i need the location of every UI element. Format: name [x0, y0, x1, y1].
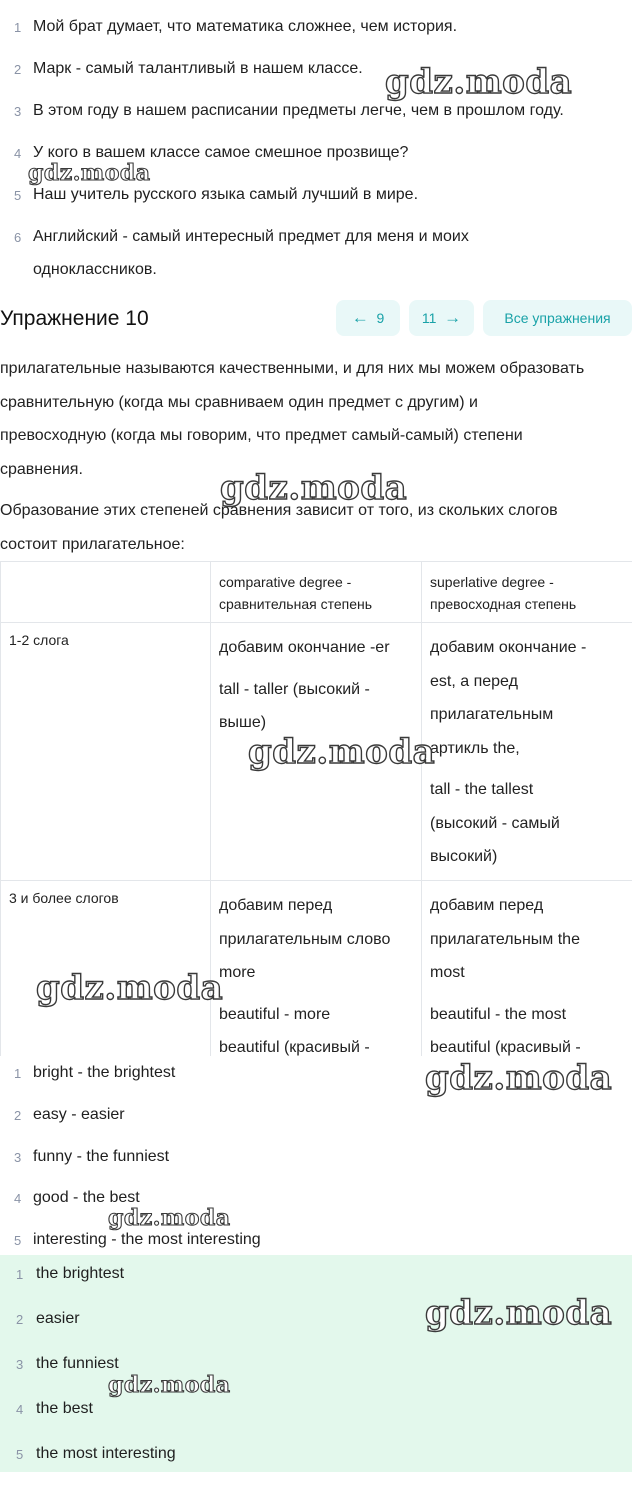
row-label-text: 1-2 слога	[9, 632, 69, 648]
table-row-label	[1, 623, 211, 881]
cell-line: beautiful (красивый -	[219, 1039, 370, 1056]
watermark: gdz.moda	[248, 732, 436, 772]
cell-line: beautiful - the most	[430, 1005, 567, 1023]
watermark: gdz.moda	[220, 468, 408, 508]
row-label-text: 3 и более слогов	[9, 890, 119, 906]
table-header-cell	[211, 562, 422, 623]
cell-line: добавим окончание -	[430, 639, 587, 656]
paragraph-line: сравнительную (когда мы сравниваем один предмет с другим) и	[0, 393, 478, 411]
watermark: gdz.moda	[385, 62, 573, 102]
cell-line: добавим перед	[430, 897, 544, 914]
item-text: the brightest	[36, 1265, 125, 1282]
watermark: gdz.moda	[36, 968, 224, 1008]
item-number: 4	[16, 1402, 24, 1417]
table-header-empty	[1, 562, 211, 623]
cell-line: высокий)	[430, 848, 498, 865]
cell-line: выше)	[219, 714, 267, 731]
item-text: Мой брат думает, что математика сложнее, чем история.	[33, 18, 458, 35]
item-number: 5	[14, 1233, 22, 1248]
cell-line: (высокий - самый	[430, 814, 560, 832]
next-exercise-label: 11	[421, 310, 437, 326]
cell-line: tall - taller (высокий -	[219, 680, 370, 698]
item-number: 5	[14, 188, 22, 203]
item-number: 4	[14, 1191, 22, 1206]
cell-line: добавим перед	[219, 897, 333, 914]
prev-exercise-label: 9	[376, 310, 385, 326]
cell-line: прилагательным the	[430, 930, 580, 948]
item-number: 1	[14, 20, 22, 35]
cell-line: tall - the tallest	[430, 781, 534, 798]
item-text: the funniest	[36, 1355, 119, 1372]
watermark: gdz.moda	[425, 1058, 613, 1098]
cell-line: добавим окончание -er	[219, 639, 390, 656]
exercise-header	[0, 300, 632, 338]
item-number: 3	[16, 1357, 24, 1372]
item-number: 6	[14, 230, 22, 245]
watermark: gdz.moda	[108, 1372, 231, 1398]
paragraph-line: Образование этих степеней сравнения зависит от того, из скольких слогов	[0, 502, 558, 519]
table-cell	[422, 881, 632, 1066]
answer-block	[0, 1255, 632, 1472]
item-text: good - the best	[33, 1189, 140, 1206]
cell-line: est, а перед	[430, 672, 518, 690]
header-line: comparative degree -	[219, 574, 352, 590]
item-number: 2	[14, 62, 22, 77]
watermark: gdz.moda	[108, 1205, 231, 1231]
paragraph-line: превосходную (когда мы говорим, что предмет самый-самый) степени	[0, 427, 523, 444]
paragraph-line: состоит прилагательное:	[0, 535, 185, 553]
table-header-row	[1, 562, 632, 623]
item-number: 3	[14, 104, 22, 119]
cell-line: most	[430, 964, 465, 981]
header-line: сравнительная степень	[219, 596, 373, 612]
item-text: bright - the brightest	[33, 1064, 176, 1081]
item-text: Наш учитель русского языка самый лучший в мире.	[33, 186, 419, 203]
all-exercises-label: Все упражнения	[504, 310, 611, 326]
item-text: the best	[36, 1400, 93, 1417]
item-number: 4	[14, 146, 22, 161]
cell-line: beautiful - more	[219, 1005, 331, 1023]
item-text: Марк - самый талантливый в нашем классе.	[33, 60, 363, 77]
intro-paragraph	[0, 352, 632, 486]
item-text: interesting - the most interesting	[33, 1231, 261, 1248]
cell-line: прилагательным слово	[219, 930, 391, 948]
all-exercises-button[interactable]	[483, 300, 632, 336]
item-text: В этом году в нашем расписании предметы легче, чем в прошлом году.	[33, 102, 564, 119]
table-cell	[211, 881, 422, 1066]
item-number: 2	[16, 1312, 24, 1327]
item-text: одноклассников.	[33, 261, 157, 278]
item-number: 5	[16, 1447, 24, 1462]
item-text: the most interesting	[36, 1445, 176, 1462]
paragraph-line: сравнения.	[0, 460, 83, 478]
page-title: Упражнение 10	[0, 307, 149, 330]
table-header-cell	[422, 562, 632, 623]
cell-line: прилагательным	[430, 706, 554, 723]
paragraph-line: прилагательные называются качественными, и для них мы можем образовать	[0, 360, 585, 377]
item-number: 2	[14, 1108, 22, 1123]
cell-line: more	[219, 964, 256, 981]
item-text: easier	[36, 1310, 80, 1327]
item-text: Английский - самый интересный предмет для меня и моих	[33, 228, 469, 245]
item-number: 1	[16, 1267, 24, 1282]
header-line: superlative degree -	[430, 574, 554, 590]
item-number: 1	[14, 1066, 22, 1081]
item-text: У кого в вашем классе самое смешное прозвище?	[33, 144, 409, 161]
prev-exercise-button[interactable]	[336, 300, 400, 336]
watermark: gdz.moda	[425, 1293, 613, 1333]
item-text: funny - the funniest	[33, 1148, 170, 1165]
arrow-left-icon: ←	[351, 308, 369, 327]
cell-line: beautiful (красивый -	[430, 1039, 581, 1056]
watermark: gdz.moda	[28, 160, 151, 186]
cell-line: артикль the,	[430, 739, 520, 757]
arrow-right-icon: →	[444, 308, 462, 327]
header-line: превосходная степень	[430, 596, 577, 612]
table-cell	[422, 623, 632, 881]
next-exercise-button[interactable]	[409, 300, 474, 336]
item-number: 3	[14, 1150, 22, 1165]
item-text: easy - easier	[33, 1106, 125, 1123]
